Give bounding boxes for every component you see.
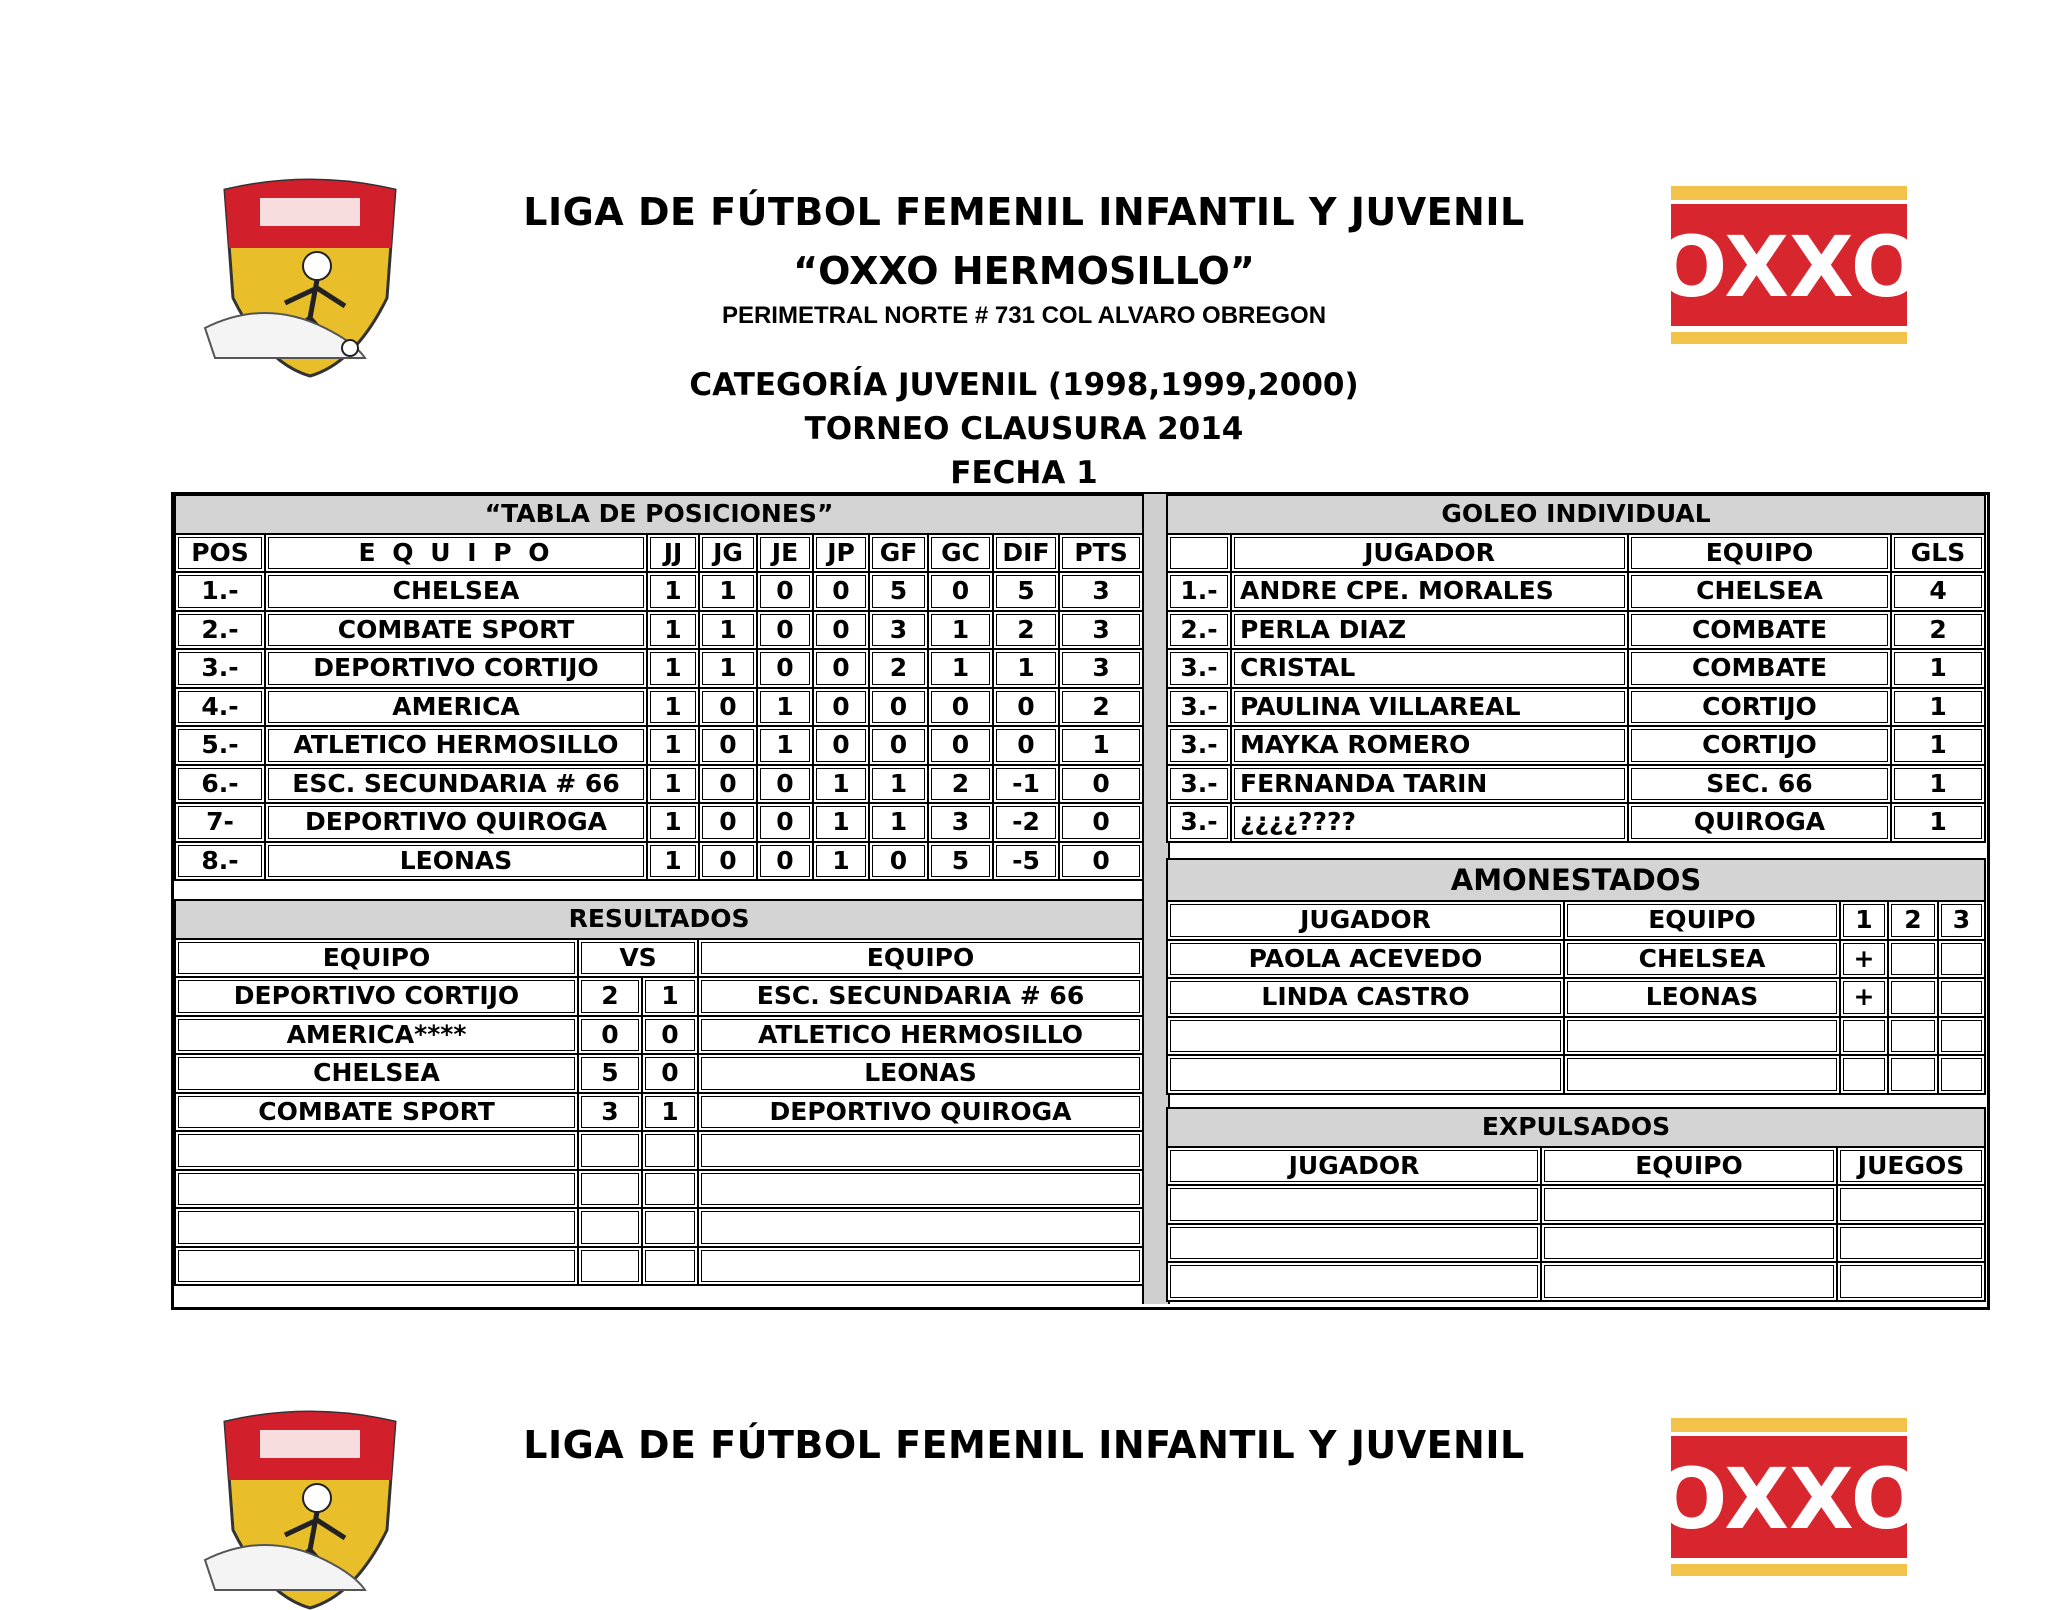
- scorer-cell: COMBATE: [1628, 611, 1891, 650]
- caution-cell: +: [1840, 978, 1888, 1017]
- result-cell: 2: [578, 977, 642, 1016]
- result-cell: [578, 1131, 642, 1170]
- cautions-col-header: JUGADOR: [1167, 901, 1564, 940]
- scorer-cell: FERNANDA TARIN: [1231, 765, 1628, 804]
- caution-row: [1167, 940, 1985, 979]
- standings-cell: 1: [699, 649, 757, 688]
- standings-cell: 1: [757, 688, 813, 727]
- results-col-header: EQUIPO: [175, 939, 578, 978]
- standings-cell: 1: [993, 649, 1059, 688]
- standings-cell: DEPORTIVO CORTIJO: [265, 649, 647, 688]
- scorers-title: GOLEO INDIVIDUAL: [1167, 495, 1985, 534]
- scorers-col-header: [1167, 534, 1231, 573]
- standings-cell: 0: [757, 649, 813, 688]
- oxxo-logo-text: OXXO: [1655, 218, 1923, 316]
- result-cell: CHELSEA: [175, 1054, 578, 1093]
- expulsion-cell: [1541, 1262, 1837, 1301]
- standings-cell: 0: [699, 842, 757, 881]
- standings-header-row: [175, 534, 1143, 573]
- standings-col-header: POS: [175, 534, 265, 573]
- scorer-row: [1167, 765, 1985, 804]
- standings-cell: 1: [699, 611, 757, 650]
- caution-cell: [1938, 1017, 1985, 1056]
- standings-cell: -1: [993, 765, 1059, 804]
- result-cell: 0: [642, 1054, 698, 1093]
- expulsions-col-header: JUEGOS: [1837, 1147, 1985, 1186]
- caution-cell: [1938, 978, 1985, 1017]
- scorer-cell: 3.-: [1167, 688, 1231, 727]
- results-header-row: [175, 939, 1143, 978]
- standings-cell: 0: [993, 726, 1059, 765]
- standings-cell: CHELSEA: [265, 572, 647, 611]
- result-cell: [175, 1208, 578, 1247]
- result-row: [175, 1208, 1143, 1247]
- league-subtitle: “OXXO HERMOSILLO”: [793, 249, 1255, 293]
- standings-cell: 0: [757, 803, 813, 842]
- standings-cell: 1: [1059, 726, 1143, 765]
- expulsions-header-row: [1167, 1147, 1985, 1186]
- result-cell: COMBATE SPORT: [175, 1093, 578, 1132]
- scorer-cell: 1: [1891, 726, 1985, 765]
- standings-cell: 3: [1059, 611, 1143, 650]
- scorer-row: [1167, 688, 1985, 727]
- standings-cell: 1: [647, 842, 699, 881]
- scorer-cell: PERLA DIAZ: [1231, 611, 1628, 650]
- results-col-header: EQUIPO: [698, 939, 1143, 978]
- standings-cell: ESC. SECUNDARIA # 66: [265, 765, 647, 804]
- results-col-header: VS: [578, 939, 698, 978]
- scorer-cell: CHELSEA: [1628, 572, 1891, 611]
- caution-cell: +: [1840, 940, 1888, 979]
- standings-cell: 0: [1059, 803, 1143, 842]
- result-cell: ESC. SECUNDARIA # 66: [698, 977, 1143, 1016]
- result-cell: 0: [642, 1016, 698, 1055]
- result-cell: [642, 1170, 698, 1209]
- expulsion-cell: [1837, 1185, 1985, 1224]
- standings-col-header: JJ: [647, 534, 699, 573]
- expulsions-table: [1166, 1107, 1986, 1302]
- standings-cell: 3: [1059, 649, 1143, 688]
- scorer-cell: CORTIJO: [1628, 726, 1891, 765]
- scorer-cell: 3.-: [1167, 765, 1231, 804]
- expulsions-title: EXPULSADOS: [1167, 1108, 1985, 1147]
- standings-cell: 1: [647, 688, 699, 727]
- result-cell: LEONAS: [698, 1054, 1143, 1093]
- expulsion-cell: [1167, 1224, 1541, 1263]
- result-cell: [698, 1247, 1143, 1286]
- scorer-cell: 1: [1891, 803, 1985, 842]
- scorer-cell: 1.-: [1167, 572, 1231, 611]
- standings-cell: 0: [699, 765, 757, 804]
- scorer-cell: 1: [1891, 649, 1985, 688]
- result-row: [175, 1247, 1143, 1286]
- scorer-cell: CORTIJO: [1628, 688, 1891, 727]
- scorer-row: [1167, 726, 1985, 765]
- standings-row: [175, 649, 1143, 688]
- standings-cell: 0: [757, 572, 813, 611]
- result-cell: DEPORTIVO QUIROGA: [698, 1093, 1143, 1132]
- scorers-col-header: EQUIPO: [1628, 534, 1891, 573]
- scorer-cell: 2.-: [1167, 611, 1231, 650]
- caution-cell: [1888, 1055, 1938, 1094]
- standings-cell: 0: [757, 842, 813, 881]
- cautions-col-header: 3: [1938, 901, 1985, 940]
- standings-cell: 1: [928, 611, 993, 650]
- result-cell: [578, 1247, 642, 1286]
- standings-cell: 0: [869, 688, 928, 727]
- standings-cell: 4.-: [175, 688, 265, 727]
- standings-cell: 0: [813, 611, 869, 650]
- standings-cell: 2: [1059, 688, 1143, 727]
- standings-cell: 5: [993, 572, 1059, 611]
- scorer-cell: QUIROGA: [1628, 803, 1891, 842]
- standings-cell: 3: [869, 611, 928, 650]
- expulsion-row: [1167, 1262, 1985, 1301]
- scorers-col-header: JUGADOR: [1231, 534, 1628, 573]
- standings-cell: 1: [928, 649, 993, 688]
- standings-cell: 0: [813, 649, 869, 688]
- scorer-cell: 3.-: [1167, 649, 1231, 688]
- scorers-header-row: [1167, 534, 1985, 573]
- caution-cell: [1938, 940, 1985, 979]
- result-cell: AMERICA****: [175, 1016, 578, 1055]
- cautions-col-header: EQUIPO: [1564, 901, 1840, 940]
- caution-cell: [1840, 1017, 1888, 1056]
- expulsion-cell: [1167, 1185, 1541, 1224]
- standings-cell: 0: [813, 726, 869, 765]
- standings-cell: 5: [928, 842, 993, 881]
- standings-col-header: DIF: [993, 534, 1059, 573]
- result-cell: [175, 1170, 578, 1209]
- caution-cell: LEONAS: [1564, 978, 1840, 1017]
- standings-cell: 3: [1059, 572, 1143, 611]
- scorer-cell: SEC. 66: [1628, 765, 1891, 804]
- cautions-col-header: 1: [1840, 901, 1888, 940]
- standings-cell: 0: [757, 765, 813, 804]
- standings-cell: LEONAS: [265, 842, 647, 881]
- result-cell: [642, 1247, 698, 1286]
- league-address: PERIMETRAL NORTE # 731 COL ALVARO OBREGON: [721, 302, 1327, 329]
- standings-cell: 1: [869, 803, 928, 842]
- expulsion-cell: [1541, 1185, 1837, 1224]
- standings-cell: 2: [993, 611, 1059, 650]
- caution-cell: [1167, 1055, 1564, 1094]
- standings-cell: 3: [928, 803, 993, 842]
- result-cell: DEPORTIVO CORTIJO: [175, 977, 578, 1016]
- standings-cell: 1: [647, 803, 699, 842]
- standings-cell: 1: [813, 803, 869, 842]
- caution-cell: CHELSEA: [1564, 940, 1840, 979]
- standings-cell: 1: [647, 611, 699, 650]
- standings-cell: 2: [869, 649, 928, 688]
- standings-col-header: GF: [869, 534, 928, 573]
- standings-cell: 1: [757, 726, 813, 765]
- scorer-cell: CRISTAL: [1231, 649, 1628, 688]
- standings-cell: 1: [647, 765, 699, 804]
- result-cell: 3: [578, 1093, 642, 1132]
- result-cell: 1: [642, 1093, 698, 1132]
- result-cell: [578, 1170, 642, 1209]
- footer-oxxo-logo-text: OXXO: [1655, 1450, 1923, 1548]
- scorer-cell: ANDRE CPE. MORALES: [1231, 572, 1628, 611]
- tournament-title: TORNEO CLAUSURA 2014: [804, 411, 1244, 447]
- scorer-cell: ¿¿¿¿????: [1231, 803, 1628, 842]
- scorer-cell: 1: [1891, 765, 1985, 804]
- cautions-col-header: 2: [1888, 901, 1938, 940]
- result-cell: ATLETICO HERMOSILLO: [698, 1016, 1143, 1055]
- scorers-table: [1166, 494, 1986, 843]
- result-row: [175, 1131, 1143, 1170]
- standings-cell: 0: [699, 803, 757, 842]
- standings-cell: -2: [993, 803, 1059, 842]
- result-row: [175, 1054, 1143, 1093]
- scorer-cell: COMBATE: [1628, 649, 1891, 688]
- caution-cell: [1888, 940, 1938, 979]
- caution-cell: [1840, 1055, 1888, 1094]
- standings-cell: 1: [813, 765, 869, 804]
- standings-cell: 0: [869, 726, 928, 765]
- standings-cell: 0: [928, 726, 993, 765]
- scorer-cell: 2: [1891, 611, 1985, 650]
- standings-cell: 0: [993, 688, 1059, 727]
- result-cell: [698, 1131, 1143, 1170]
- cautions-header-row: [1167, 901, 1985, 940]
- caution-cell: [1888, 1017, 1938, 1056]
- standings-cell: 2.-: [175, 611, 265, 650]
- standings-cell: 0: [1059, 765, 1143, 804]
- result-cell: [698, 1208, 1143, 1247]
- standings-cell: 1: [699, 572, 757, 611]
- scorer-cell: 1: [1891, 688, 1985, 727]
- result-cell: [175, 1131, 578, 1170]
- results-table: [174, 899, 1144, 1286]
- expulsion-cell: [1541, 1224, 1837, 1263]
- scorers-col-header: GLS: [1891, 534, 1985, 573]
- caution-cell: [1888, 978, 1938, 1017]
- standings-cell: COMBATE SPORT: [265, 611, 647, 650]
- caution-cell: PAOLA ACEVEDO: [1167, 940, 1564, 979]
- result-cell: 5: [578, 1054, 642, 1093]
- result-row: [175, 1093, 1143, 1132]
- standings-cell: 1: [647, 726, 699, 765]
- standings-cell: 8.-: [175, 842, 265, 881]
- standings-cell: 5.-: [175, 726, 265, 765]
- standings-cell: 0: [699, 726, 757, 765]
- scorer-row: [1167, 649, 1985, 688]
- scorer-row: [1167, 803, 1985, 842]
- standings-cell: 2: [928, 765, 993, 804]
- standings-col-header: PTS: [1059, 534, 1143, 573]
- standings-cell: 0: [813, 688, 869, 727]
- expulsion-cell: [1167, 1262, 1541, 1301]
- cautions-title: AMONESTADOS: [1167, 859, 1985, 901]
- league-title: LIGA DE FÚTBOL FEMENIL INFANTIL Y JUVENIL: [523, 190, 1525, 234]
- standings-cell: 0: [757, 611, 813, 650]
- standings-cell: 0: [928, 572, 993, 611]
- caution-row: [1167, 978, 1985, 1017]
- result-cell: [175, 1247, 578, 1286]
- standings-title: “TABLA DE POSICIONES”: [175, 495, 1143, 534]
- scorer-row: [1167, 572, 1985, 611]
- standings-cell: 0: [813, 572, 869, 611]
- caution-cell: [1167, 1017, 1564, 1056]
- caution-cell: [1938, 1055, 1985, 1094]
- result-cell: [642, 1208, 698, 1247]
- standings-cell: 0: [928, 688, 993, 727]
- standings-cell: 7-: [175, 803, 265, 842]
- standings-cell: 3.-: [175, 649, 265, 688]
- standings-cell: 1: [647, 649, 699, 688]
- standings-row: [175, 688, 1143, 727]
- standings-cell: 6.-: [175, 765, 265, 804]
- caution-cell: [1564, 1017, 1840, 1056]
- standings-row: [175, 611, 1143, 650]
- expulsion-cell: [1837, 1224, 1985, 1263]
- result-row: [175, 1016, 1143, 1055]
- standings-col-header: GC: [928, 534, 993, 573]
- standings-cell: 0: [869, 842, 928, 881]
- result-cell: [698, 1170, 1143, 1209]
- standings-row: [175, 572, 1143, 611]
- standings-col-header: JP: [813, 534, 869, 573]
- scorer-cell: 4: [1891, 572, 1985, 611]
- result-cell: [578, 1208, 642, 1247]
- results-title: RESULTADOS: [175, 900, 1143, 939]
- standings-cell: 0: [699, 688, 757, 727]
- result-row: [175, 977, 1143, 1016]
- standings-cell: 1.-: [175, 572, 265, 611]
- result-cell: 1: [642, 977, 698, 1016]
- expulsion-cell: [1837, 1262, 1985, 1301]
- caution-cell: [1564, 1055, 1840, 1094]
- standings-col-header: JE: [757, 534, 813, 573]
- standings-row: [175, 765, 1143, 804]
- result-cell: 0: [578, 1016, 642, 1055]
- standings-row: [175, 842, 1143, 881]
- footer-title: LIGA DE FÚTBOL FEMENIL INFANTIL Y JUVENIL: [523, 1423, 1525, 1467]
- standings-cell: AMERICA: [265, 688, 647, 727]
- standings-cell: 0: [1059, 842, 1143, 881]
- standings-cell: DEPORTIVO QUIROGA: [265, 803, 647, 842]
- scorer-cell: 3.-: [1167, 726, 1231, 765]
- standings-cell: 5: [869, 572, 928, 611]
- cautions-table: [1166, 858, 1986, 1095]
- standings-cell: ATLETICO HERMOSILLO: [265, 726, 647, 765]
- caution-row: [1167, 1055, 1985, 1094]
- expulsions-col-header: EQUIPO: [1541, 1147, 1837, 1186]
- standings-row: [175, 803, 1143, 842]
- standings-cell: -5: [993, 842, 1059, 881]
- standings-row: [175, 726, 1143, 765]
- expulsions-col-header: JUGADOR: [1167, 1147, 1541, 1186]
- result-row: [175, 1170, 1143, 1209]
- scorer-cell: MAYKA ROMERO: [1231, 726, 1628, 765]
- standings-cell: 1: [647, 572, 699, 611]
- category-title: CATEGORÍA JUVENIL (1998,1999,2000): [689, 367, 1359, 403]
- standings-col-header: JG: [699, 534, 757, 573]
- scorer-cell: 3.-: [1167, 803, 1231, 842]
- standings-cell: 1: [869, 765, 928, 804]
- date-label: FECHA 1: [950, 455, 1098, 491]
- standings-col-header: E Q U I P O: [265, 534, 647, 573]
- standings-cell: 1: [813, 842, 869, 881]
- result-cell: [642, 1131, 698, 1170]
- caution-cell: LINDA CASTRO: [1167, 978, 1564, 1017]
- caution-row: [1167, 1017, 1985, 1056]
- expulsion-row: [1167, 1185, 1985, 1224]
- standings-table: [174, 494, 1144, 881]
- expulsion-row: [1167, 1224, 1985, 1263]
- scorer-row: [1167, 611, 1985, 650]
- scorer-cell: PAULINA VILLAREAL: [1231, 688, 1628, 727]
